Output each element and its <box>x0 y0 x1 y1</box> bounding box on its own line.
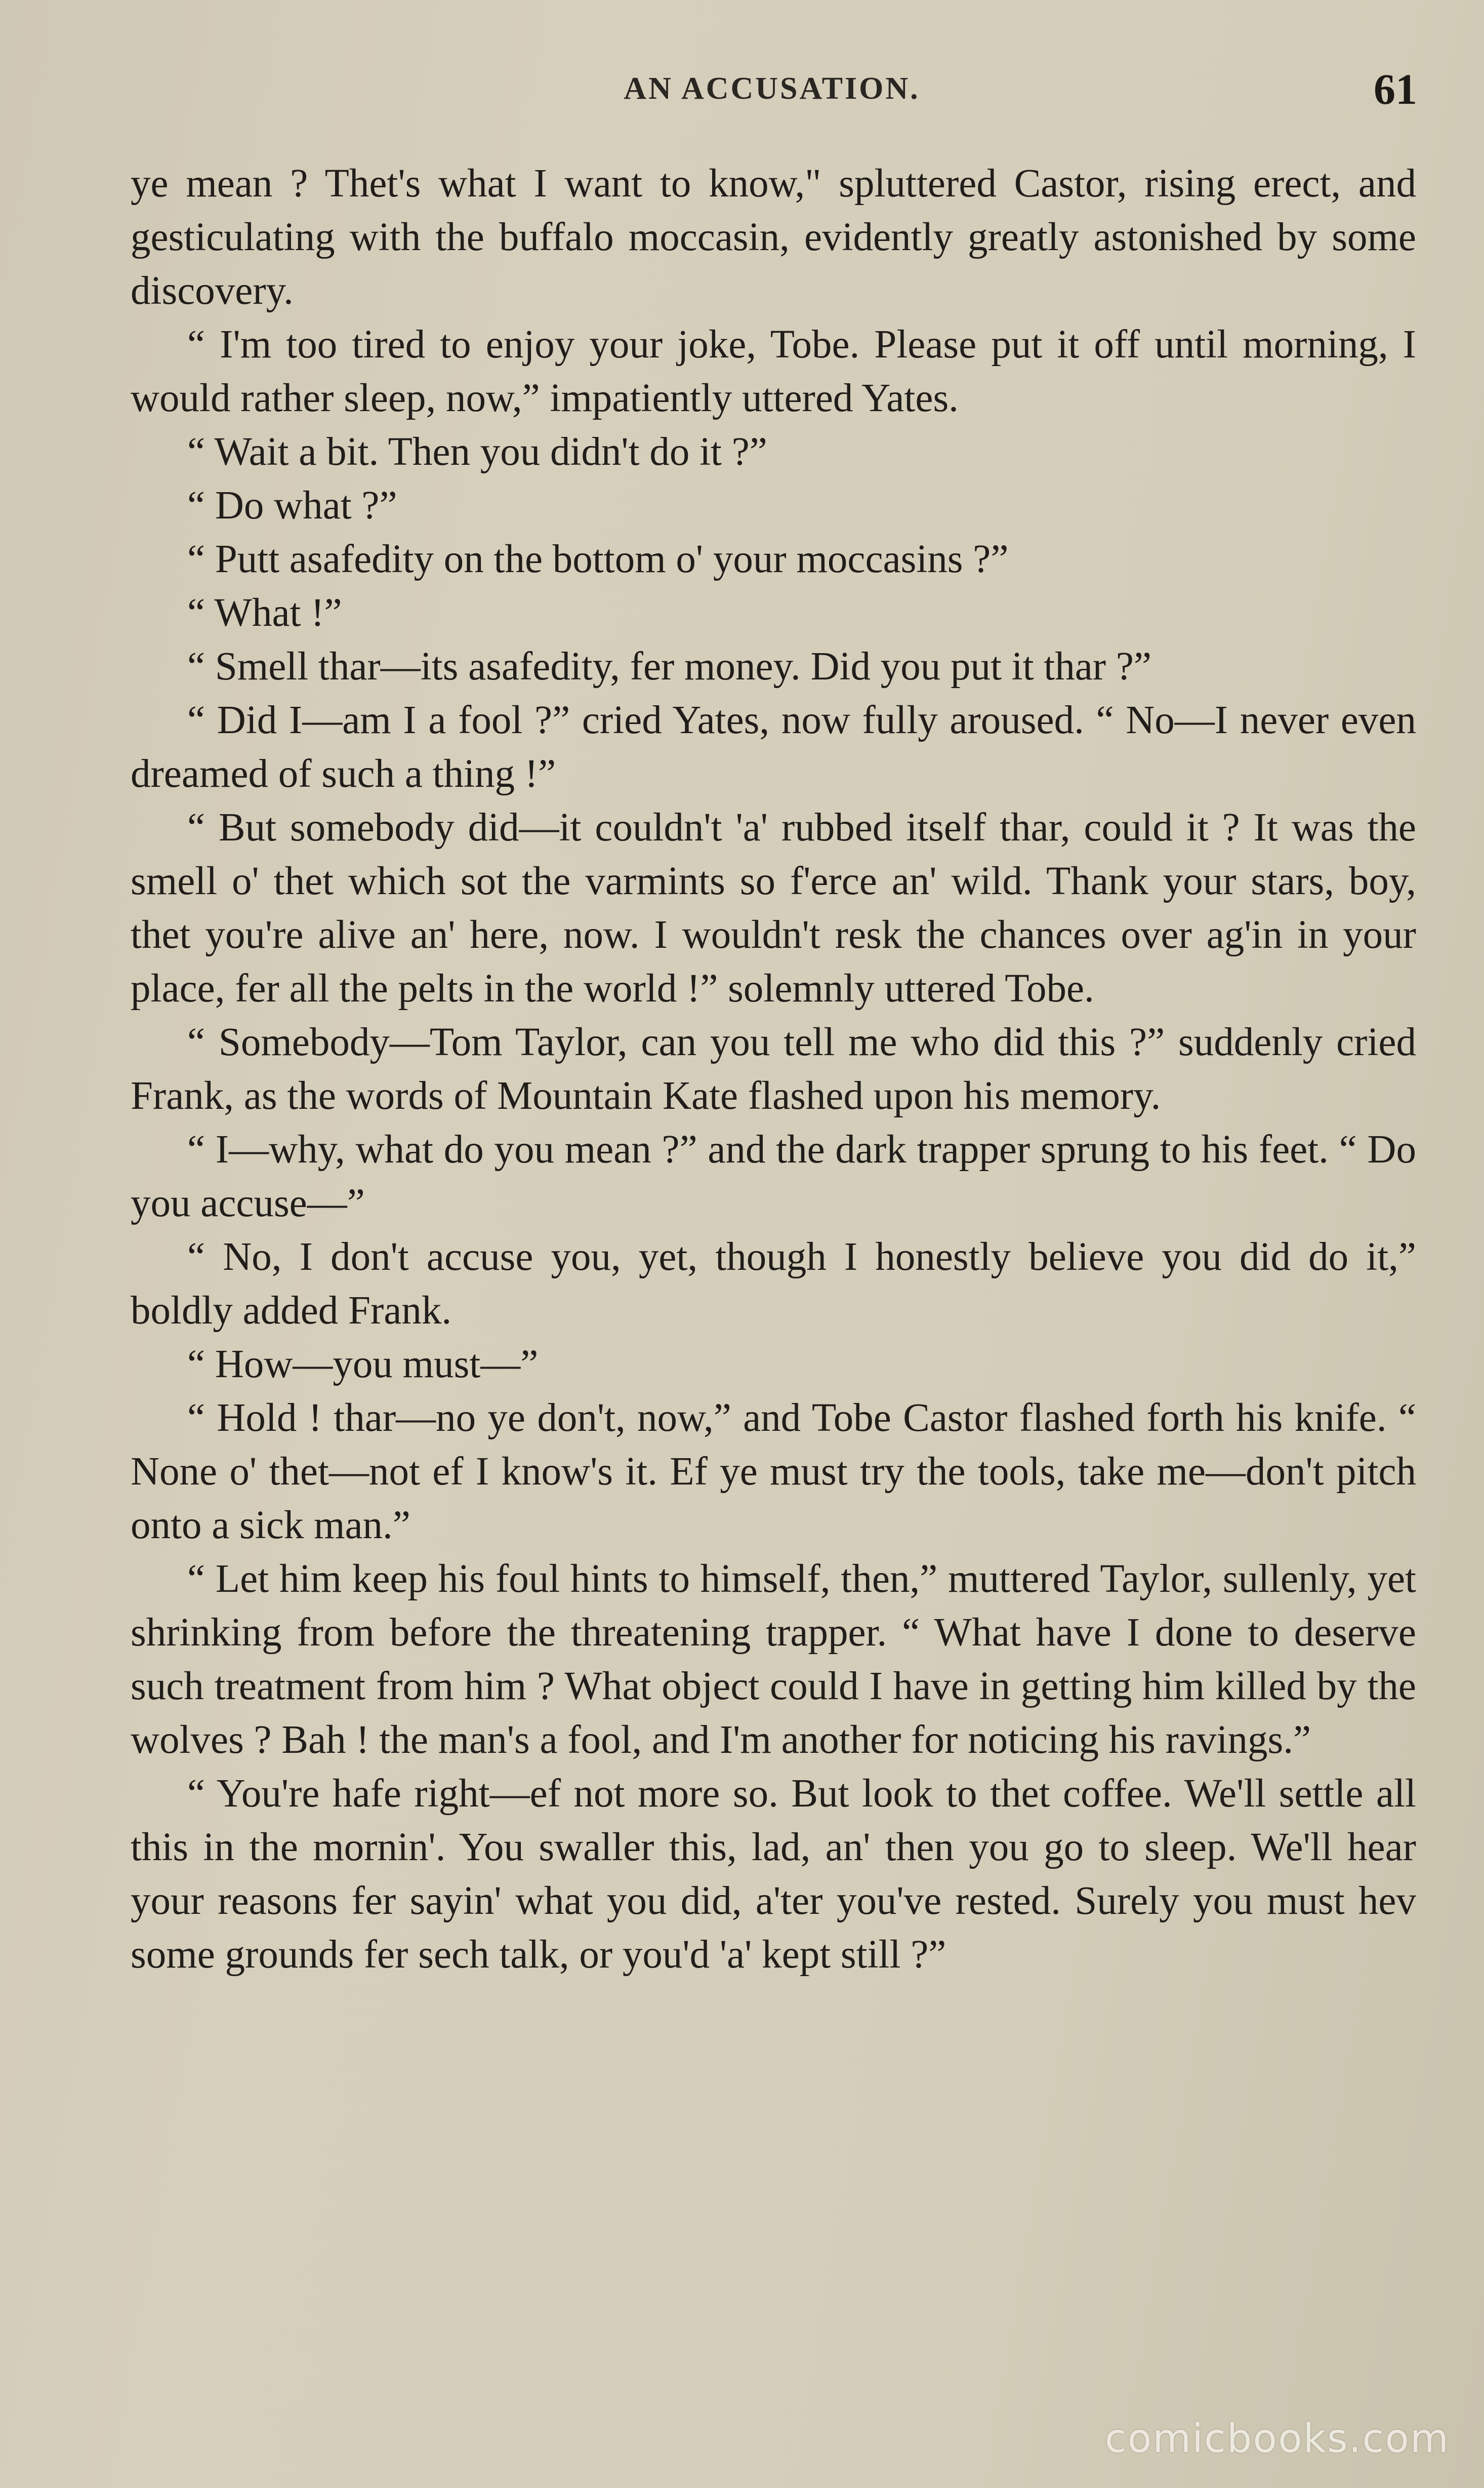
paragraph: ye mean ? Thet's what I want to know," spluttered Castor, rising erect, and gesticulating with the buffalo moccasin, evidently greatly astonished by some discovery. <box>131 162 1416 313</box>
paragraph: “ No, I don't accuse you, yet, though I honestly believe you did do it,” boldly added Frank. <box>131 1235 1416 1333</box>
paragraph: “ But somebody did—it couldn't 'a' rubbed itself thar, could it ? It was the smell o' thet which sot the varmints so f'erce an' wild. Thank your stars, boy, thet you're alive an' here, now. I wouldn't resk the chances over ag'in in your place, fer all the pelts in the world !” solemnly uttered Tobe. <box>131 806 1416 1011</box>
page-header <box>127 65 1417 127</box>
page-number: 61 <box>1374 65 1417 113</box>
paragraph: “ What !” <box>187 591 342 635</box>
watermark: comicbooks.com <box>1104 2416 1450 2462</box>
paragraph: “ Somebody—Tom Taylor, can you tell me who did this ?” suddenly cried Frank, as the words of Mountain Kate flashed upon his memory. <box>131 1020 1416 1118</box>
paragraph: “ Smell thar—its asafedity, fer money. Did you put it thar ?” <box>187 645 1151 689</box>
paragraph: “ Wait a bit. Then you didn't do it ?” <box>187 430 767 474</box>
paragraph: “ Let him keep his foul hints to himself, then,” muttered Taylor, sullenly, yet shrinking from before the threatening trapper. “ What have I done to deserve such treatment from him ? What object could I have in getting him killed by the wolves ? Bah ! the man's a fool, and I'm another for noticing his ravings.” <box>131 1557 1416 1762</box>
paragraph: “ Did I—am I a fool ?” cried Yates, now fully aroused. “ No—I never even dreamed of such a thing !” <box>131 698 1416 796</box>
paragraph: “ How—you must—” <box>187 1342 539 1386</box>
body-text <box>131 157 1416 1982</box>
running-head: AN ACCUSATION. <box>624 71 920 106</box>
paragraph: “ I—why, what do you mean ?” and the dark trapper sprung to his feet. “ Do you accuse—” <box>131 1128 1416 1225</box>
paragraph: “ Putt asafedity on the bottom o' your moccasins ?” <box>187 537 1009 581</box>
paragraph: “ Hold ! thar—no ye don't, now,” and Tobe Castor flashed forth his knife. “ None o' thet—not ef I know's it. Ef ye must try the tools, take me—don't pitch onto a sick man.” <box>131 1396 1416 1547</box>
paragraph: “ I'm too tired to enjoy your joke, Tobe. Please put it off until morning, I would rather sleep, now,” impatiently uttered Yates. <box>131 323 1416 420</box>
paragraph: “ You're hafe right—ef not more so. But look to thet coffee. We'll settle all this in the mornin'. You swaller this, lad, an' then you go to sleep. We'll hear your reasons fer sayin' what you did, a'ter you've rested. Surely you must hev some grounds fer sech talk, or you'd 'a' kept still ?” <box>131 1772 1416 1977</box>
paragraph: “ Do what ?” <box>187 484 397 528</box>
